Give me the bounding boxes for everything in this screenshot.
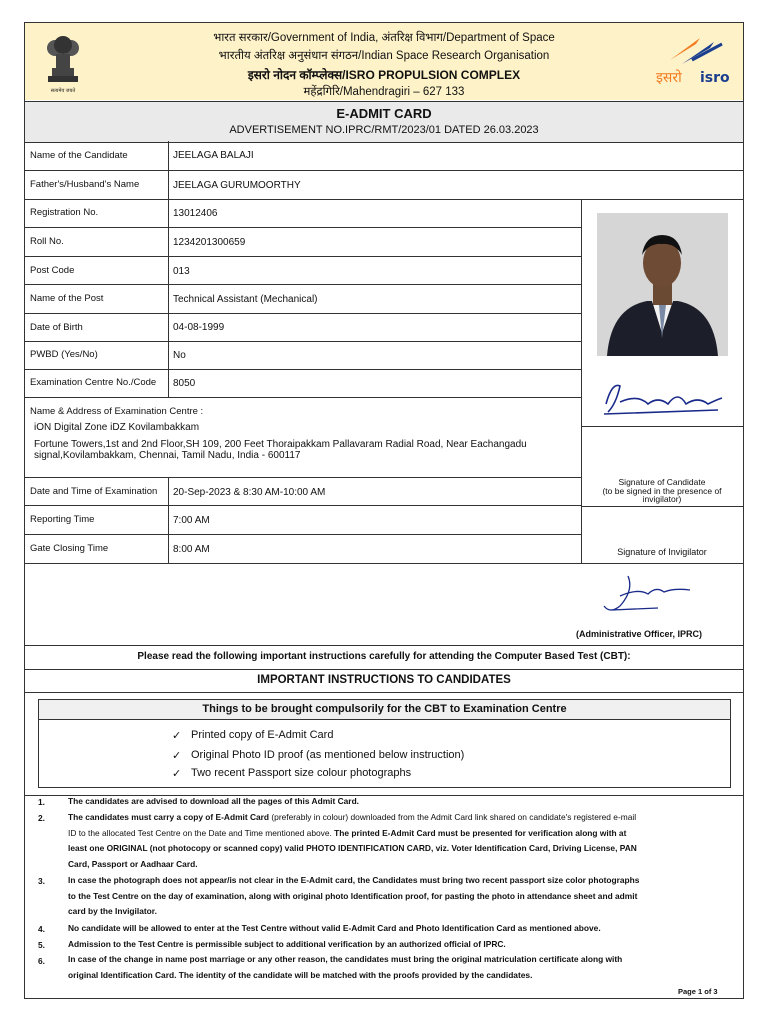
header-line-1: भारत सरकार/Government of India, अंतरिक्ष विभाग/Department of Space <box>213 32 555 44</box>
row-divider <box>25 645 743 646</box>
candidate-name-label: Name of the Candidate <box>30 150 128 161</box>
reporting-time-value: 7:00 AM <box>173 515 210 526</box>
centre-code-label: Examination Centre No./Code <box>30 377 157 388</box>
instruction-3-line-2: to the Test Centre on the day of examination, along with original photo Identification proof, for pasting the photo in attendance sheet and admit <box>68 891 638 901</box>
row-divider <box>25 692 743 693</box>
instructions-intro: Please read the following important instructions carefully for attending the Computer Based Test (CBT): <box>137 651 631 662</box>
instruction-2-line-1 <box>68 810 730 826</box>
row-divider <box>25 369 581 370</box>
pwbd-value: No <box>173 350 186 361</box>
instruction-number: 5. <box>38 940 45 950</box>
post-code-label: Post Code <box>30 265 75 276</box>
checkmark-icon: ✓ <box>172 768 182 780</box>
invigilator-signature-caption: Signature of Invigilator <box>617 547 707 557</box>
dob-label: Date of Birth <box>30 322 83 333</box>
exam-datetime-value: 20-Sep-2023 & 8:30 AM-10:00 AM <box>173 487 326 498</box>
candidate-signature-caption-2: (to be signed in the presence of <box>602 486 722 496</box>
instruction-number: 2. <box>38 813 45 823</box>
row-divider <box>25 477 581 478</box>
candidate-name-value: JEELAGA BALAJI <box>173 150 254 161</box>
row-divider <box>25 563 743 564</box>
centre-address-line-2: signal,Kovilambakkam, Chennai, Tamil Nadu, India - 600117 <box>34 450 301 461</box>
row-divider <box>581 426 743 427</box>
candidate-photo-image <box>597 213 728 356</box>
post-name-label: Name of the Post <box>30 293 104 304</box>
admit-card-title: E-ADMIT CARD <box>336 106 432 121</box>
things-to-bring-heading: Things to be brought compulsorily for the CBT to Examination Centre <box>202 703 567 715</box>
candidate-signature-caption-1: Signature of Candidate <box>618 477 706 487</box>
centre-address-label: Name & Address of Examination Centre : <box>30 406 204 417</box>
row-divider <box>25 669 743 670</box>
centre-code-value: 8050 <box>173 378 196 389</box>
item-photographs: Two recent Passport size colour photographs <box>191 767 412 779</box>
father-name-label: Father's/Husband's Name <box>30 179 140 190</box>
instruction-number: 6. <box>38 956 45 966</box>
instruction-number: 4. <box>38 924 45 934</box>
header-line-4: महेंद्रगिरि/Mahendragiri – 627 133 <box>303 86 465 98</box>
candidate-photo <box>597 213 728 356</box>
centre-address-line-1: Fortune Towers,1st and 2nd Floor,SH 109, 200 Feet Thoraipakkam Pallavaram Radial Road, Near Eachangadu <box>34 439 527 450</box>
isro-logo-english: isro <box>700 70 730 86</box>
header-line-3: इसरो नोदन कॉम्प्लेक्स/ISRO PROPULSION COMPLEX <box>247 68 521 82</box>
column-divider <box>581 199 582 563</box>
header-line-2: भारतीय अंतरिक्ष अनुसंधान संगठन/Indian Space Research Organisation <box>218 50 550 62</box>
centre-name-value: iON Digital Zone iDZ Kovilambakkam <box>34 422 200 433</box>
instruction-2-line-2 <box>68 826 730 842</box>
exam-datetime-label: Date and Time of Examination <box>30 486 158 497</box>
row-divider <box>25 397 581 398</box>
item-photo-id: Original Photo ID proof (as mentioned below instruction) <box>191 749 465 761</box>
candidate-signature <box>598 374 730 422</box>
instruction-5: Admission to the Test Centre is permissible subject to additional verification by an authorized official of IPRC. <box>68 939 506 949</box>
registration-value: 13012406 <box>173 208 218 219</box>
emblem-caption: सत्यमेव जयते <box>50 88 76 94</box>
instruction-6-line-2: original Identification Card. The identity of the candidate will be matched with the proofs provided by the candidates. <box>68 970 533 980</box>
instruction-2-bold-2: The printed E-Admit Card must be presented for verification along with at <box>334 828 627 838</box>
instruction-6-line-1: In case of the change in name post marriage or any other reason, the candidates must bring the original matriculation certificate along with <box>68 954 623 964</box>
item-admit-card: Printed copy of E-Admit Card <box>191 729 334 741</box>
roll-label: Roll No. <box>30 236 64 247</box>
instructions-heading: IMPORTANT INSTRUCTIONS TO CANDIDATES <box>257 674 511 686</box>
instruction-3-line-1: In case the photograph does not appear/is not clear in the E-Admit card, the Candidates must bring two recent passport size color photographs <box>68 875 640 885</box>
officer-caption: (Administrative Officer, IPRC) <box>576 629 703 639</box>
candidate-signature-caption-3: invigilator) <box>642 494 682 504</box>
row-divider <box>25 256 581 257</box>
gate-closing-value: 8:00 AM <box>173 544 210 555</box>
row-divider <box>25 170 743 171</box>
instruction-number: 1. <box>38 797 45 807</box>
row-divider <box>25 505 581 506</box>
pwbd-label: PWBD (Yes/No) <box>30 349 98 360</box>
registration-label: Registration No. <box>30 207 99 218</box>
row-divider <box>25 313 581 314</box>
advertisement-number: ADVERTISEMENT NO.IPRC/RMT/2023/01 DATED 26.03.2023 <box>229 124 539 136</box>
page-number: Page 1 of 3 <box>678 987 718 996</box>
reporting-time-label: Reporting Time <box>30 514 95 525</box>
post-code-value: 013 <box>173 266 190 277</box>
officer-signature <box>598 570 698 620</box>
column-divider <box>168 477 169 563</box>
post-name-value: Technical Assistant (Mechanical) <box>173 294 318 305</box>
instruction-2-normal: (preferably in colour) downloaded from the Admit Card link shared on candidate's registered e-mail <box>271 812 637 822</box>
father-name-value: JEELAGA GURUMOORTHY <box>173 180 301 191</box>
dob-value: 04-08-1999 <box>173 322 225 333</box>
row-divider <box>25 227 581 228</box>
column-divider <box>168 141 169 397</box>
instruction-3-line-3: card by the Invigilator. <box>68 906 157 916</box>
row-divider <box>581 506 743 507</box>
instruction-2-line-4: Card, Passport or Aadhaar Card. <box>68 859 198 869</box>
instruction-4: No candidate will be allowed to enter at the Test Centre without valid E-Admit Card and Photo Identification Card as mentioned above. <box>68 923 601 933</box>
row-divider <box>25 284 581 285</box>
roll-value: 1234201300659 <box>173 237 246 248</box>
instruction-1: The candidates are advised to download all the pages of this Admit Card. <box>68 796 360 806</box>
row-divider <box>25 199 743 200</box>
instruction-2-bold: The candidates must carry a copy of E-Admit Card <box>68 812 270 822</box>
row-divider <box>25 534 581 535</box>
instruction-number: 3. <box>38 876 45 886</box>
instruction-2-normal-2: ID to the allocated Test Centre on the Date and Time mentioned above. <box>68 828 332 838</box>
checkmark-icon: ✓ <box>172 750 182 762</box>
gate-closing-label: Gate Closing Time <box>30 543 109 554</box>
row-divider <box>25 341 581 342</box>
isro-logo-hindi: इसरो <box>656 70 682 86</box>
checkmark-icon: ✓ <box>172 730 182 742</box>
instruction-2-line-3: least one ORIGINAL (not photocopy or scanned copy) valid PHOTO IDENTIFICATION CARD, viz. Voter Identification Card, Driving License, PAN <box>68 843 637 853</box>
